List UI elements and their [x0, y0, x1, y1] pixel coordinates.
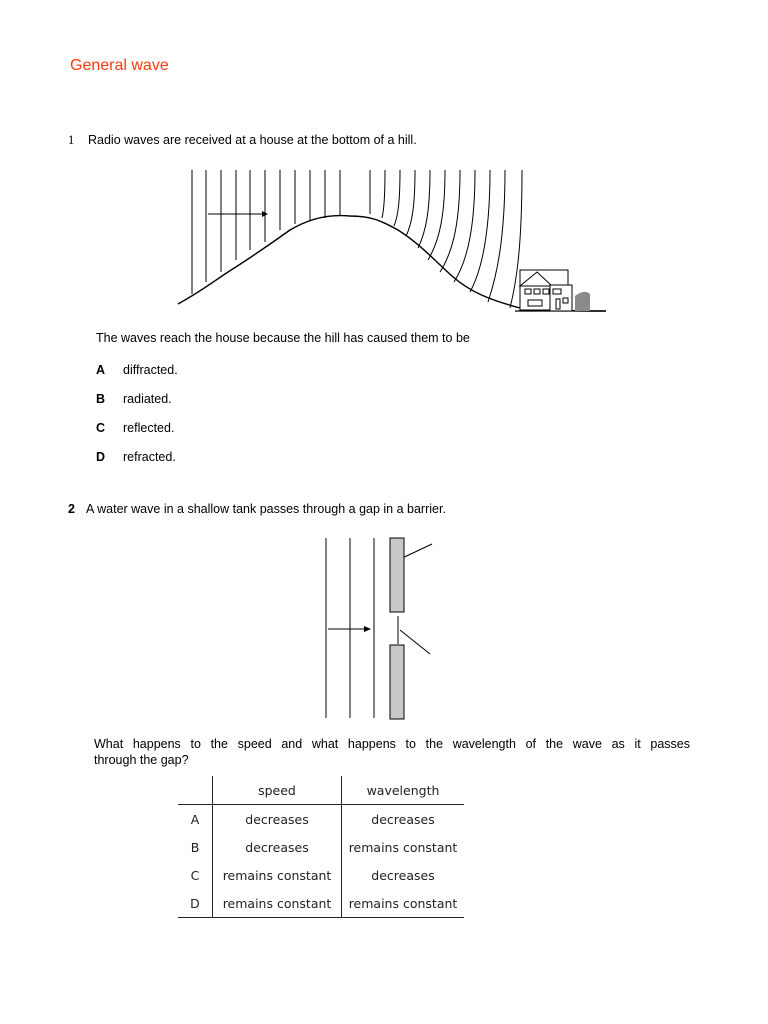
wavefront-line: [418, 170, 430, 248]
q1-number: 1: [68, 133, 75, 147]
wavefront-line: [454, 170, 475, 282]
page-heading: General wave: [70, 57, 169, 74]
table-cell-speed: decreases: [213, 805, 342, 834]
barrier-lower: [390, 645, 404, 719]
table-cell-speed: remains constant: [213, 861, 342, 889]
table-header-speed: speed: [213, 776, 342, 805]
q2-prompt: A water wave in a shallow tank passes through a gap in a barrier.: [86, 502, 446, 516]
hill-diagram: [170, 168, 610, 316]
q1-prompt: Radio waves are received at a house at the bottom of a hill.: [88, 133, 417, 147]
table-cell-wavelength: remains constant: [342, 889, 465, 918]
wavefront-line: [382, 170, 385, 218]
q1-option-d-letter: D: [96, 450, 106, 464]
table-header-row: [178, 776, 464, 805]
table-cell-letter: C: [178, 861, 213, 889]
q1-option-a-text: diffracted.: [123, 363, 178, 377]
arrow-head-icon: [364, 626, 371, 632]
table-header-wavelength: wavelength: [342, 776, 465, 805]
q1-option-d-text: refracted.: [123, 450, 176, 464]
q1-stem: The waves reach the house because the hill has caused them to be: [96, 331, 470, 345]
wavefront-line: [406, 170, 415, 236]
q2-number: 2: [68, 502, 75, 516]
table-row: [178, 833, 464, 861]
q1-option-c-text: reflected.: [123, 421, 175, 435]
table-cell-letter: D: [178, 889, 213, 918]
table-cell-speed: decreases: [213, 833, 342, 861]
table-cell-letter: B: [178, 833, 213, 861]
wavefront-line: [428, 170, 445, 260]
wavefront-line: [488, 170, 505, 302]
table-row: [178, 889, 464, 918]
house-icon: [520, 270, 590, 311]
table-row: [178, 861, 464, 889]
q2-question-line1: What happens to the speed and what happens to the wavelength of the wave as it passes: [94, 737, 690, 751]
table-cell-wavelength: decreases: [371, 867, 435, 883]
table-cell-wavelength: remains constant: [348, 839, 458, 855]
table-cell-wavelength: decreases: [371, 811, 435, 827]
table-cell-speed: remains constant: [213, 889, 342, 918]
q1-option-a-letter: A: [96, 363, 106, 377]
table-header-cell: [178, 776, 213, 805]
answer-table: [178, 776, 464, 918]
table-cell-letter: A: [178, 805, 213, 834]
wavefront-line: [470, 170, 490, 292]
q2-question-line2: through the gap?: [94, 753, 189, 767]
q1-option-b-letter: B: [96, 392, 106, 406]
table-row: [178, 805, 464, 834]
q1-option-b-text: radiated.: [123, 392, 172, 406]
barrier-upper: [390, 538, 404, 612]
barrier-diagram: [318, 536, 438, 720]
q1-option-c-letter: C: [96, 421, 106, 435]
wavefront-line: [440, 170, 460, 272]
wavefront-line: [394, 170, 400, 226]
